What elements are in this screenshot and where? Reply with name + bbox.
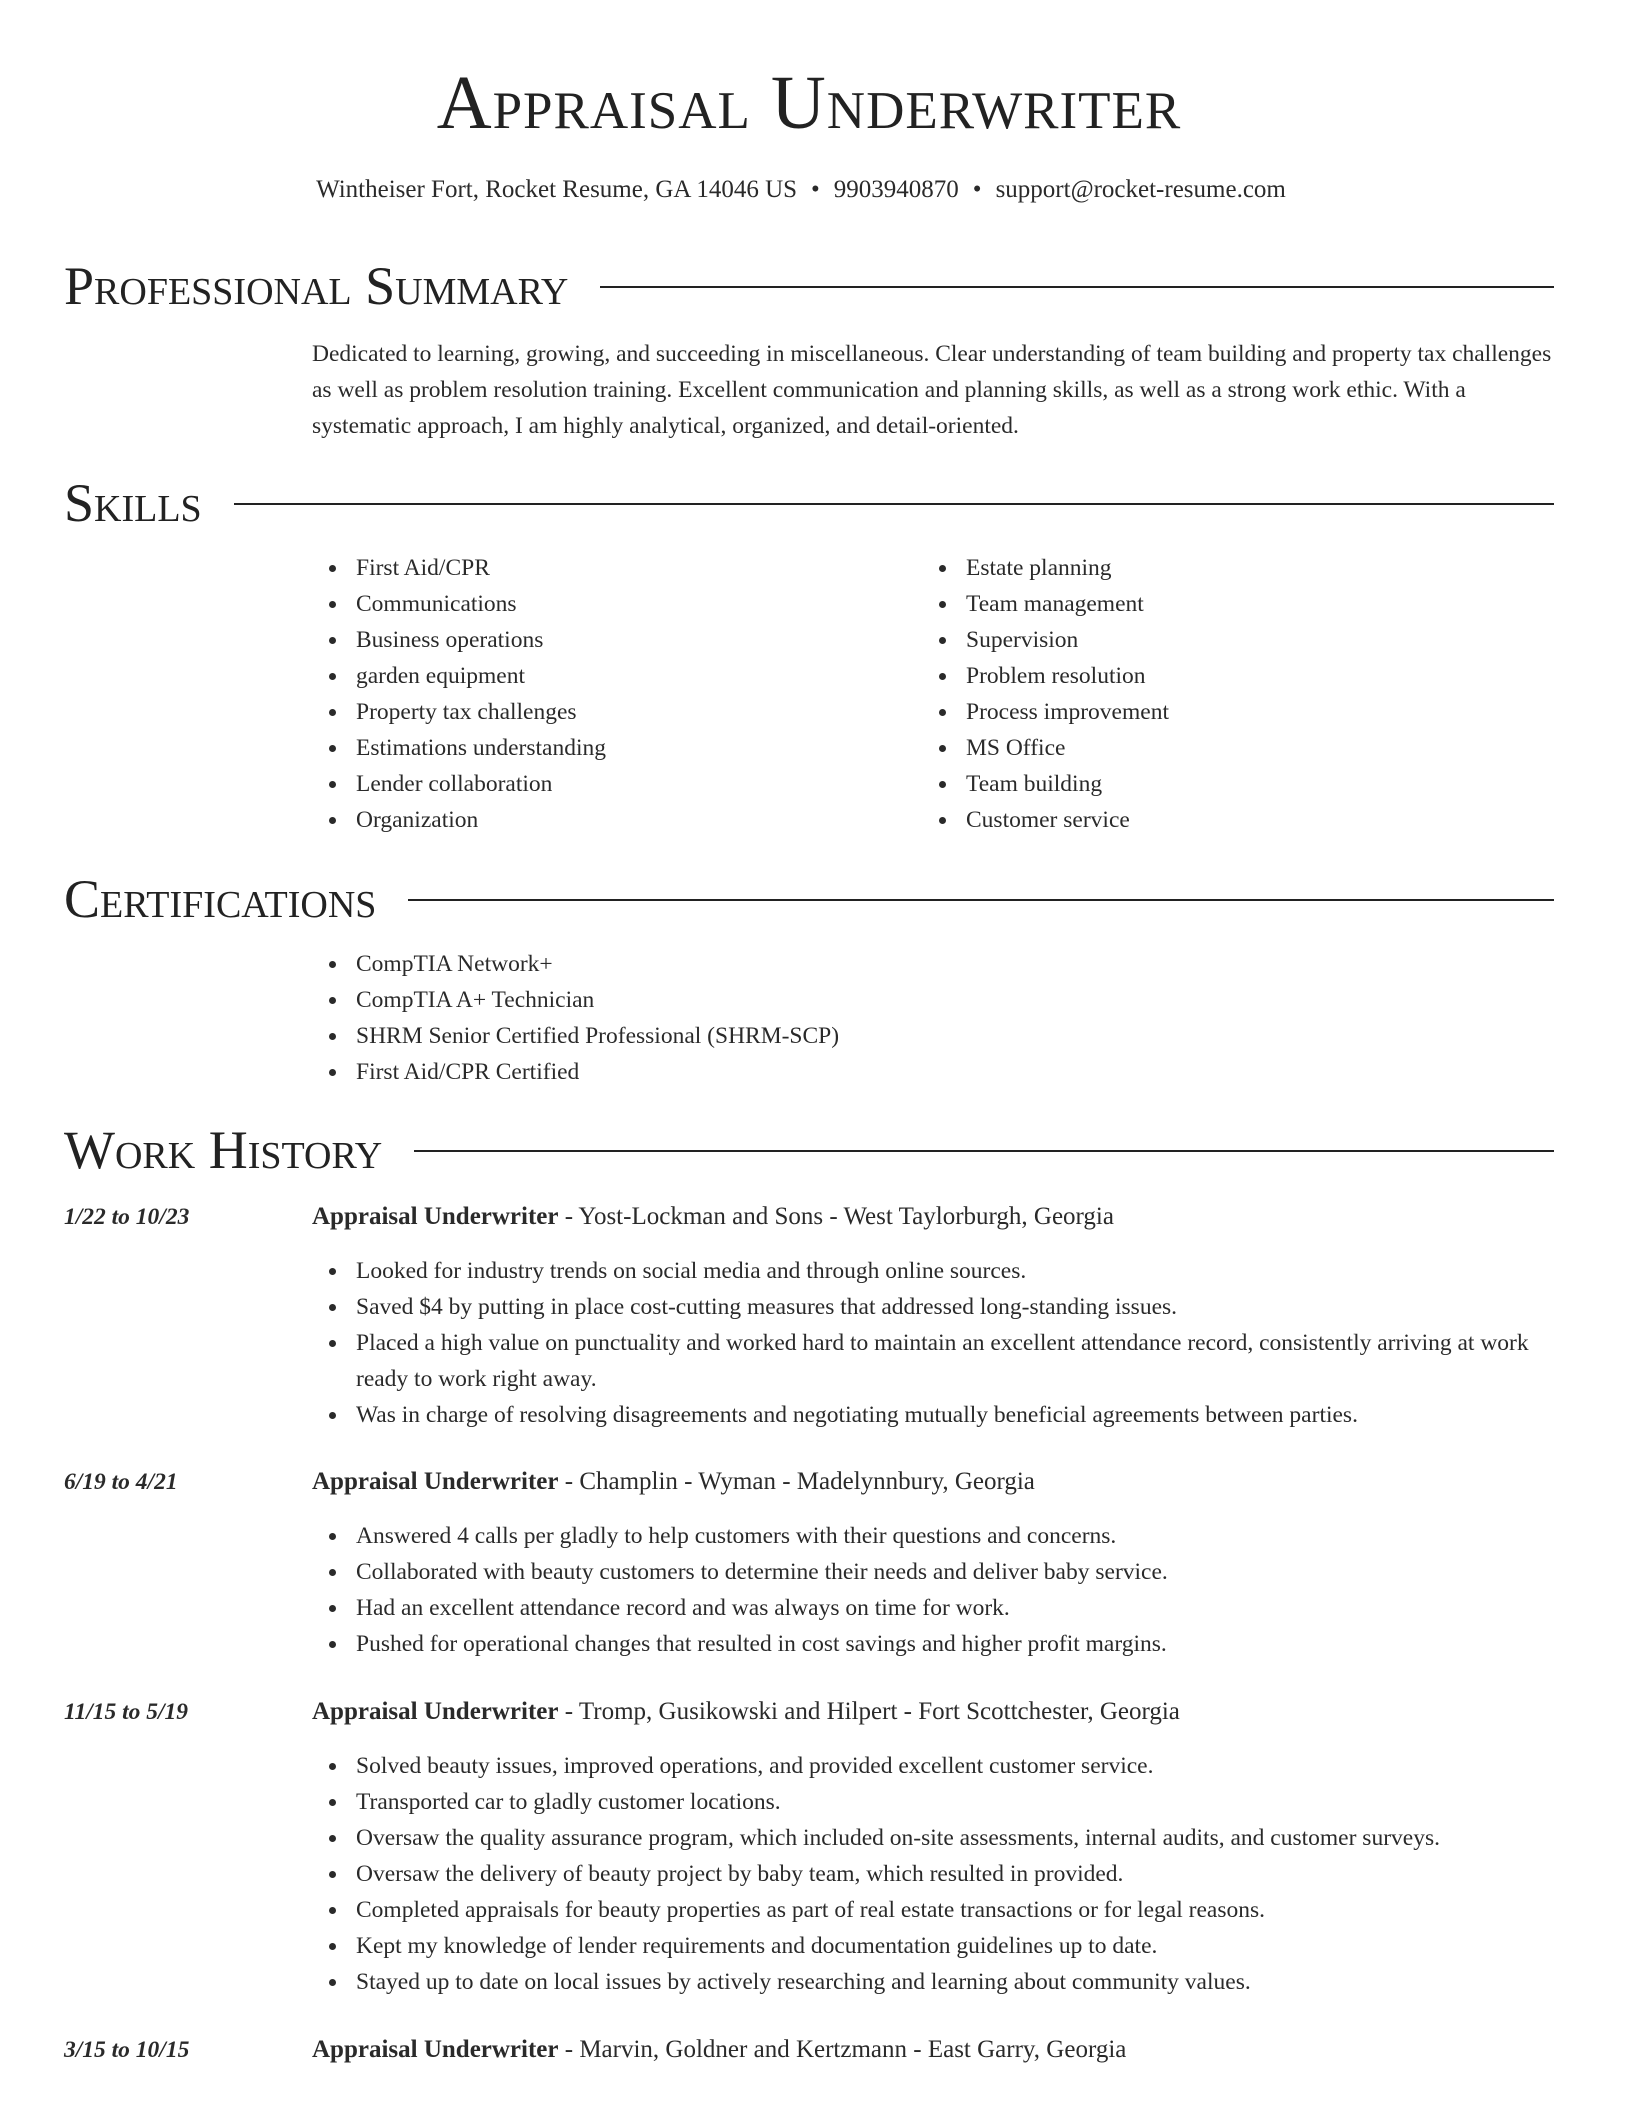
certification-item: CompTIA Network+ [312,946,1512,982]
job-dates: 3/15 to 10/15 [64,2037,190,2063]
contact-phone: 9903940870 [833,176,959,203]
job-title-line [312,1199,1114,1235]
job-employer-location: - Yost-Lockman and Sons - West Taylorburgh, Georgia [558,1203,1114,1230]
skill-item: Organization [312,802,912,838]
contact-line [64,172,1538,208]
skill-item: Process improvement [922,694,1522,730]
job-dates: 1/22 to 10/23 [64,1204,190,1230]
certifications-heading: Certifications [64,869,377,929]
contact-separator: • [811,176,820,203]
job-duty-item: Solved beauty issues, improved operations, and provided excellent customer service. [312,1748,1554,1784]
job-duty-item: Was in charge of resolving disagreements and negotiating mutually beneficial agreements between parties. [312,1397,1554,1433]
certifications-list [312,946,1512,1090]
skill-item: Team management [922,586,1522,622]
job-duty-item: Transported car to gladly customer locations. [312,1784,1554,1820]
section-divider [408,899,1554,901]
skills-section-header [64,471,1554,535]
job-dates: 11/15 to 5/19 [64,1699,189,1725]
skill-item: First Aid/CPR [312,550,912,586]
job-duty-item: Stayed up to date on local issues by actively researching and learning about community values. [312,1964,1554,2000]
work-history-section-header [64,1118,1554,1182]
section-divider [234,503,1554,505]
job-title: Appraisal Underwriter [312,1468,559,1495]
job-duties-list [312,1253,1554,1433]
job-title: Appraisal Underwriter [312,1698,559,1725]
skill-item: Estate planning [922,550,1522,586]
job-title: Appraisal Underwriter [312,1203,559,1230]
job-duty-item: Collaborated with beauty customers to determine their needs and deliver baby service. [312,1554,1554,1590]
certification-item: First Aid/CPR Certified [312,1054,1512,1090]
job-title-line [312,2032,1126,2068]
job-duty-item: Oversaw the quality assurance program, which included on-site assessments, internal audits, and customer surveys. [312,1820,1554,1856]
job-duty-item: Pushed for operational changes that resulted in cost savings and higher profit margins. [312,1626,1554,1662]
job-duty-item: Placed a high value on punctuality and worked hard to maintain an excellent attendance record, consistently arriving at work ready to work right away. [312,1325,1554,1397]
job-duty-item: Looked for industry trends on social media and through online sources. [312,1253,1554,1289]
job-employer-location: - Marvin, Goldner and Kertzmann - East Garry, Georgia [558,2036,1127,2063]
job-duties-list [312,1748,1554,2000]
contact-separator: • [972,176,982,203]
section-divider [600,286,1554,288]
job-employer-location: - Champlin - Wyman - Madelynnbury, Georgia [558,1468,1035,1495]
certification-item: SHRM Senior Certified Professional (SHRM-SCP) [312,1018,1512,1054]
skill-item: Lender collaboration [312,766,912,802]
skill-item: Supervision [922,622,1522,658]
job-duty-item: Completed appraisals for beauty properties as part of real estate transactions or for legal reasons. [312,1892,1554,1928]
skill-item: MS Office [922,730,1522,766]
certification-item: CompTIA A+ Technician [312,982,1512,1018]
candidate-name: Appraisal Underwriter [436,61,1182,145]
summary-heading: Professional Summary [64,256,569,316]
job-duty-item: Answered 4 calls per gladly to help customers with their questions and concerns. [312,1518,1554,1554]
job-duty-item: Kept my knowledge of lender requirements and documentation guidelines up to date. [312,1928,1554,1964]
contact-address: Wintheiser Fort, Rocket Resume, GA 14046 US [316,176,798,203]
contact-email: support@rocket-resume.com [995,176,1286,203]
job-duty-item: Oversaw the delivery of beauty project by baby team, which resulted in provided. [312,1856,1554,1892]
summary-text: Dedicated to learning, growing, and succeeding in miscellaneous. Clear understanding of team building and property tax challenges as well as problem resolution training. Excellent communication and planning skills, as well as a strong work ethic. With a systematic approach, I am highly analytical, organized, and detail-oriented. [312,341,1552,439]
job-title-line [312,1694,1180,1730]
skill-item: Customer service [922,802,1522,838]
section-divider [414,1150,1554,1152]
job-dates: 6/19 to 4/21 [64,1469,178,1495]
skill-item: Estimations understanding [312,730,912,766]
job-duties-list [312,1518,1554,1662]
job-duty-item: Saved $4 by putting in place cost-cutting measures that addressed long-standing issues. [312,1289,1554,1325]
work-history-heading: Work History [64,1120,383,1180]
skills-list-right [922,550,1522,838]
skills-list-left [312,550,912,838]
skill-item: Team building [922,766,1522,802]
skills-heading: Skills [64,473,202,533]
job-employer-location: - Tromp, Gusikowski and Hilpert - Fort Scottchester, Georgia [558,1698,1180,1725]
skill-item: Communications [312,586,912,622]
skill-item: Problem resolution [922,658,1522,694]
summary-section-header [64,254,1554,318]
skill-item: garden equipment [312,658,912,694]
certifications-section-header [64,867,1554,931]
skill-item: Property tax challenges [312,694,912,730]
skill-item: Business operations [312,622,912,658]
job-duty-item: Had an excellent attendance record and was always on time for work. [312,1590,1554,1626]
job-title-line [312,1464,1035,1500]
job-title: Appraisal Underwriter [312,2036,559,2063]
